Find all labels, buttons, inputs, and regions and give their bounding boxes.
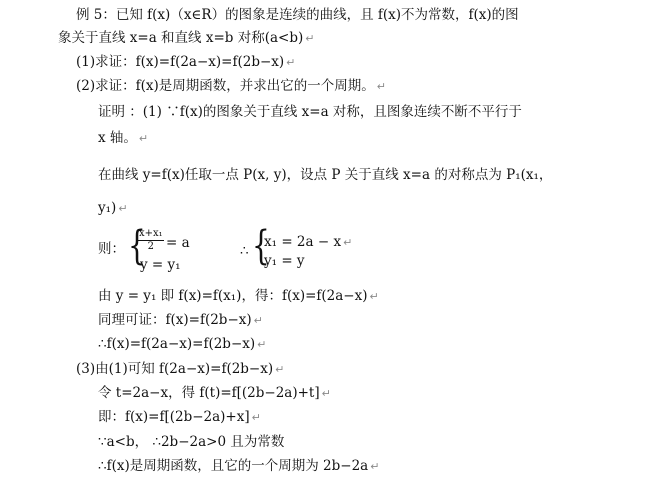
system2-row1: [264, 232, 352, 253]
proof-text: 在曲线 y=f(x)任取一点 P(x, y)，设点 P 关于直线 x=a 的对称点为 P₁(x₁，: [98, 167, 553, 183]
proof-line-11: [98, 432, 284, 452]
fraction-denominator: 2: [147, 241, 155, 252]
therefore-text: ∴: [240, 243, 249, 259]
question-2: [76, 76, 386, 97]
paragraph-mark-icon: ↵: [257, 338, 267, 351]
proof-line-4: [98, 198, 128, 219]
system2-row2: [264, 251, 305, 271]
proof-text: 由 y = y₁ 即 f(x)=f(x₁)，得：f(x)=f(2a−x): [98, 288, 368, 304]
proof-text: x 轴。: [98, 130, 137, 146]
proof-line-9: [98, 383, 331, 404]
paragraph-mark-icon: ↵: [251, 411, 261, 424]
question-1: [76, 52, 295, 73]
proof-line-6: [98, 310, 263, 331]
then-text: 则：: [98, 241, 125, 257]
proof-text: ∵a<b， ∴2b−2a>0 且为常数: [98, 434, 285, 450]
paragraph-mark-icon: ↵: [369, 290, 379, 303]
therefore-symbol: [240, 241, 249, 261]
problem-text: 例 5：已知 f(x)（x∈R）的图象是连续的曲线，且 f(x)不为常数，f(x)的图: [76, 7, 519, 23]
equation-text: y = y₁: [140, 257, 181, 273]
paragraph-mark-icon: ↵: [376, 80, 386, 93]
problem-line-2: [58, 28, 314, 49]
proof-text: (3)由(1)可知 f(2a−x)=f(2b−x): [76, 361, 274, 377]
left-brace-2: {: [252, 223, 270, 269]
equation-text: x₁ = 2a − x: [264, 234, 342, 250]
paragraph-mark-icon: ↵: [253, 314, 263, 327]
proof-line-10: [98, 407, 261, 428]
proof-line-7: [98, 334, 266, 355]
proof-line-12: [98, 456, 379, 477]
paragraph-mark-icon: ↵: [305, 32, 315, 45]
paragraph-mark-icon: ↵: [370, 460, 380, 473]
proof-text: 令 t=2a−x，得 f(t)=f[(2b−2a)+t]: [98, 385, 320, 401]
paragraph-mark-icon: ↵: [275, 363, 285, 376]
proof-text: ∴f(x)是周期函数，且它的一个周期为 2b−2a: [98, 458, 369, 474]
equation-text: y₁ = y: [264, 253, 305, 269]
proof-text: 同理可证：f(x)=f(2b−x): [98, 312, 252, 328]
fraction: [138, 228, 164, 253]
proof-text: ∴f(x)=f(2a−x)=f(2b−x): [98, 336, 256, 352]
paragraph-mark-icon: ↵: [118, 202, 128, 215]
then-label: [98, 239, 125, 259]
system1-row1-eq: [166, 233, 190, 253]
fraction-numerator: x+x₁: [139, 228, 163, 239]
proof-line-5: [98, 286, 379, 307]
problem-line-1: [76, 5, 519, 25]
proof-line-8: [76, 359, 284, 380]
proof-line-3: [98, 165, 552, 185]
system1-row2: [140, 255, 181, 275]
paragraph-mark-icon: ↵: [286, 56, 296, 69]
proof-line-2: [98, 128, 148, 149]
proof-text: 即：f(x)=f[(2b−2a)+x]: [98, 409, 250, 425]
paragraph-mark-icon: ↵: [343, 236, 353, 249]
paragraph-mark-icon: ↵: [321, 387, 331, 400]
question-text: (2)求证：f(x)是周期函数，并求出它的一个周期。: [76, 78, 375, 94]
paragraph-mark-icon: ↵: [138, 132, 149, 145]
equation-text: = a: [166, 235, 190, 251]
question-text: (1)求证：f(x)=f(2a−x)=f(2b−x): [76, 54, 285, 70]
left-brace-1: {: [128, 223, 146, 269]
proof-text: 证明 ：(1) ∵f(x)的图象关于直线 x=a 对称，且图象连续不断不平行于: [98, 104, 522, 120]
problem-text: 象关于直线 x=a 和直线 x=b 对称(a<b): [58, 30, 304, 46]
proof-text: y₁): [98, 200, 117, 216]
proof-line-1: [98, 102, 522, 122]
